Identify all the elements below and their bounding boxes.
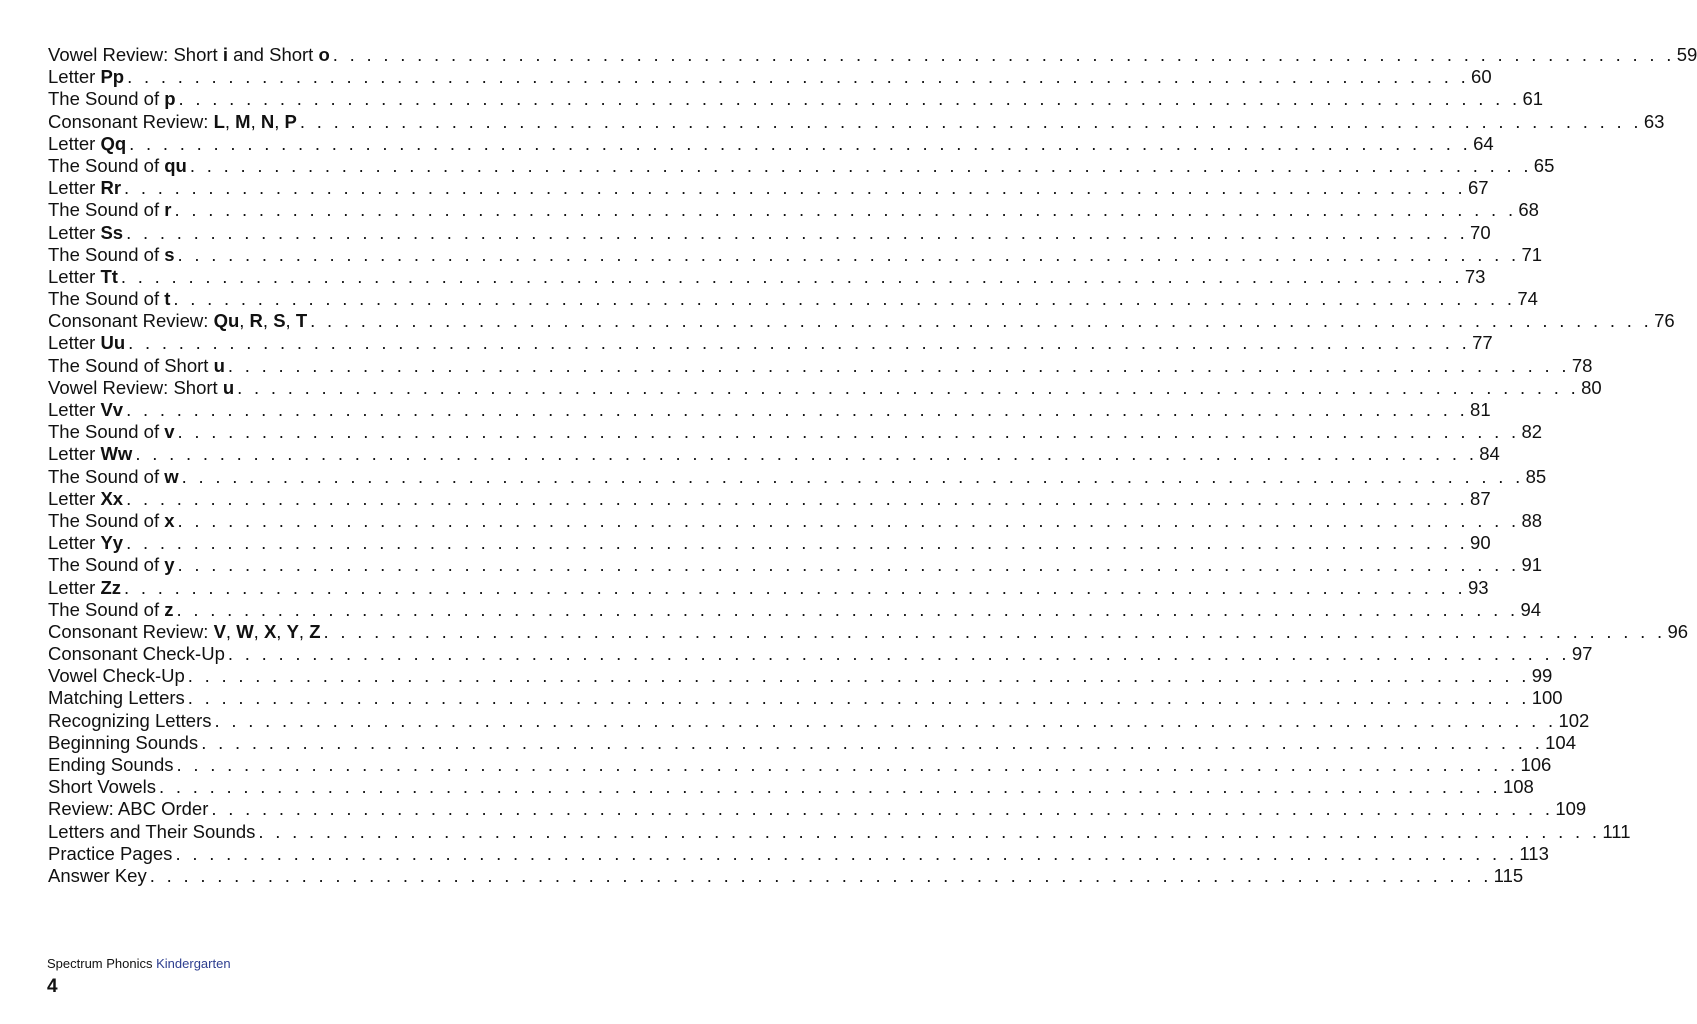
toc-title-text: and Short <box>227 44 319 65</box>
toc-entry <box>48 199 1539 221</box>
toc-dot-leader: . . . . . . . . . . . . . . . . . . . . . . . . . . . . . . . . . . . . . . . . . . . . . . . . . . . . . . . . . . . . . . . . . . . . . . . . . . . . . . . . <box>126 532 1469 554</box>
toc-title-text: , <box>274 110 285 132</box>
toc-title-emphasis: Y <box>286 620 299 642</box>
toc-dot-leader: . . . . . . . . . . . . . . . . . . . . . . . . . . . . . . . . . . . . . . . . . . . . . . . . . . . . . . . . . . . . . . . . . . . . . . . . . . . . . . . . <box>129 132 1472 154</box>
toc-title-text: The Sound of <box>48 288 165 310</box>
toc-entry-title <box>48 821 255 843</box>
toc-entry-page: 76 <box>1654 310 1675 332</box>
toc-entry-title <box>48 222 123 244</box>
toc-entry-title <box>48 44 330 66</box>
toc-dot-leader: . . . . . . . . . . . . . . . . . . . . . . . . . . . . . . . . . . . . . . . . . . . . . . . . . . . . . . . . . . . . . . . . . . . . . . . . . . . . . . . . <box>187 687 1530 709</box>
toc-title-emphasis: i <box>222 44 228 65</box>
toc-title-emphasis: x <box>164 509 175 531</box>
toc-entry-title <box>48 421 175 443</box>
toc-dot-leader: . . . . . . . . . . . . . . . . . . . . . . . . . . . . . . . . . . . . . . . . . . . . . . . . . . . . . . . . . . . . . . . . . . . . . . . . . . . . . . . . <box>176 754 1519 775</box>
toc-title-emphasis: Zz <box>100 576 122 598</box>
toc-title-emphasis: v <box>164 421 175 443</box>
toc-title-emphasis: z <box>164 598 174 620</box>
toc-entry <box>48 620 1689 643</box>
toc-entry-page: 88 <box>1521 509 1543 531</box>
toc-title-text: Vowel Review: Short <box>48 44 223 65</box>
toc-entry <box>48 820 1631 843</box>
toc-dot-leader: . . . . . . . . . . . . . . . . . . . . . . . . . . . . . . . . . . . . . . . . . . . . . . . . . . . . . . . . . . . . . . . . . . . . . . . . . . . . . . . . <box>177 554 1520 576</box>
toc-title-emphasis: P <box>284 110 297 132</box>
toc-title-text: The Sound of <box>48 243 165 265</box>
toc-entry <box>48 177 1489 199</box>
toc-dot-leader: . . . . . . . . . . . . . . . . . . . . . . . . . . . . . . . . . . . . . . . . . . . . . . . . . . . . . . . . . . . . . . . . . . . . . . . . . . . . . . . . <box>128 332 1471 354</box>
toc-title-emphasis: Uu <box>100 332 126 354</box>
toc-title-text: The Sound of <box>48 465 165 487</box>
toc-entry-title <box>48 443 132 465</box>
toc-title-text: Letter <box>48 532 101 554</box>
toc-entry-title <box>48 66 124 88</box>
toc-dot-leader: . . . . . . . . . . . . . . . . . . . . . . . . . . . . . . . . . . . . . . . . . . . . . . . . . . . . . . . . . . . . . . . . . . . . . . . . . . . . . . . . <box>299 110 1642 132</box>
toc-title-text: Answer Key <box>48 864 147 886</box>
toc-dot-leader: . . . . . . . . . . . . . . . . . . . . . . . . . . . . . . . . . . . . . . . . . . . . . . . . . . . . . . . . . . . . . . . . . . . . . . . . . . . . . . . . <box>177 243 1520 265</box>
toc-title-emphasis: u <box>213 354 225 376</box>
toc-entry-title <box>48 665 185 687</box>
toc-entry-page: 96 <box>1667 620 1689 642</box>
toc-entry-title <box>48 488 123 510</box>
toc-dot-leader: . . . . . . . . . . . . . . . . . . . . . . . . . . . . . . . . . . . . . . . . . . . . . . . . . . . . . . . . . . . . . . . . . . . . . . . . . . . . . . . . <box>177 509 1520 531</box>
toc-dot-leader: . . . . . . . . . . . . . . . . . . . . . . . . . . . . . . . . . . . . . . . . . . . . . . . . . . . . . . . . . . . . . . . . . . . . . . . . . . . . . . . . <box>332 44 1675 65</box>
toc-entry <box>48 88 1544 110</box>
toc-title-text: , <box>224 110 236 132</box>
toc-dot-leader: . . . . . . . . . . . . . . . . . . . . . . . . . . . . . . . . . . . . . . . . . . . . . . . . . . . . . . . . . . . . . . . . . . . . . . . . . . . . . . . . <box>175 842 1518 864</box>
toc-entry <box>48 465 1547 488</box>
toc-entry-page: 115 <box>1493 864 1524 886</box>
toc-title-text: Vowel Review: Short <box>48 376 223 398</box>
toc-entry-title <box>48 865 147 887</box>
toc-entry <box>48 310 1675 332</box>
toc-title-emphasis: Vv <box>100 399 124 420</box>
toc-entry <box>48 798 1587 820</box>
toc-entry-page: 67 <box>1467 177 1489 199</box>
toc-entry-page: 102 <box>1558 709 1590 731</box>
toc-entry-page: 93 <box>1467 576 1489 598</box>
toc-title-text: Letter <box>48 221 101 243</box>
toc-dot-leader: . . . . . . . . . . . . . . . . . . . . . . . . . . . . . . . . . . . . . . . . . . . . . . . . . . . . . . . . . . . . . . . . . . . . . . . . . . . . . . . . <box>310 310 1653 332</box>
toc-entry-title <box>48 244 175 266</box>
page-number: 4 <box>47 976 58 997</box>
toc-entry-page: 100 <box>1531 687 1563 709</box>
toc-dot-leader: . . . . . . . . . . . . . . . . . . . . . . . . . . . . . . . . . . . . . . . . . . . . . . . . . . . . . . . . . . . . . . . . . . . . . . . . . . . . . . . . <box>126 487 1469 509</box>
toc-entry <box>48 44 1697 66</box>
toc-title-text: Vowel Check-Up <box>48 665 185 687</box>
toc-title-emphasis: o <box>318 44 330 65</box>
toc-title-text: Consonant Review: <box>48 620 214 642</box>
toc-entry-page: 106 <box>1520 754 1552 775</box>
toc-entry-page: 81 <box>1470 399 1491 420</box>
toc-entry-page: 108 <box>1502 776 1534 798</box>
toc-entry-title <box>48 798 208 820</box>
toc-entry-title <box>48 577 121 599</box>
toc-title-text: Review: ABC Order <box>48 798 209 820</box>
toc-entry-page: 74 <box>1517 288 1538 310</box>
toc-entry <box>48 598 1542 621</box>
toc-title-text: , <box>239 310 250 332</box>
toc-dot-leader: . . . . . . . . . . . . . . . . . . . . . . . . . . . . . . . . . . . . . . . . . . . . . . . . . . . . . . . . . . . . . . . . . . . . . . . . . . . . . . . . <box>149 864 1492 886</box>
toc-title-emphasis: Ww <box>100 443 133 465</box>
toc-dot-leader: . . . . . . . . . . . . . . . . . . . . . . . . . . . . . . . . . . . . . . . . . . . . . . . . . . . . . . . . . . . . . . . . . . . . . . . . . . . . . . . . <box>227 643 1570 665</box>
toc-title-emphasis: Yy <box>100 532 124 554</box>
toc-entry-page: 71 <box>1521 243 1543 265</box>
toc-dot-leader: . . . . . . . . . . . . . . . . . . . . . . . . . . . . . . . . . . . . . . . . . . . . . . . . . . . . . . . . . . . . . . . . . . . . . . . . . . . . . . . . <box>189 154 1532 176</box>
toc-title-text: , <box>262 310 274 332</box>
toc-entry-title <box>48 776 156 798</box>
toc-dot-leader: . . . . . . . . . . . . . . . . . . . . . . . . . . . . . . . . . . . . . . . . . . . . . . . . . . . . . . . . . . . . . . . . . . . . . . . . . . . . . . . . <box>126 221 1469 243</box>
toc-title-text: The Sound of Short <box>48 354 214 376</box>
toc-entry-page: 82 <box>1521 421 1543 443</box>
toc-title-text: Letter <box>48 66 101 88</box>
toc-entry-title <box>48 377 234 399</box>
toc-title-text: The Sound of <box>48 199 165 221</box>
toc-entry <box>48 509 1543 532</box>
toc-entry-title <box>48 111 297 133</box>
toc-entry <box>48 421 1543 443</box>
toc-entry-title <box>48 754 174 776</box>
toc-entry-page: 65 <box>1533 154 1555 176</box>
toc-title-text: The Sound of <box>48 554 165 576</box>
toc-entry-title <box>48 332 125 354</box>
toc-entry-title <box>48 599 173 621</box>
toc-entry-page: 77 <box>1472 332 1493 354</box>
toc-entry-page: 87 <box>1470 487 1491 509</box>
footer-grade: Kindergarten <box>156 956 231 971</box>
toc-entry <box>48 687 1563 709</box>
toc-title-emphasis: W <box>236 620 254 642</box>
toc-title-text: Short Vowels <box>48 776 156 798</box>
toc-title-text: , <box>225 620 237 642</box>
toc-title-emphasis: Rr <box>100 177 122 199</box>
footer-series: Spectrum Phonics <box>47 956 153 971</box>
toc-dot-leader: . . . . . . . . . . . . . . . . . . . . . . . . . . . . . . . . . . . . . . . . . . . . . . . . . . . . . . . . . . . . . . . . . . . . . . . . . . . . . . . . <box>158 776 1501 798</box>
toc-title-emphasis: N <box>260 110 275 132</box>
toc-title-text: , <box>298 620 310 642</box>
toc-entry-page: 109 <box>1555 798 1587 820</box>
toc-entry-title <box>48 266 118 288</box>
toc-entry-page: 68 <box>1518 199 1539 221</box>
toc-entry-title <box>48 199 171 221</box>
toc-entry-title <box>48 621 321 643</box>
toc-title-emphasis: V <box>213 620 226 642</box>
toc-title-emphasis: qu <box>164 154 187 176</box>
toc-title-text: , <box>276 620 287 642</box>
toc-entry <box>48 66 1492 88</box>
toc-title-text: , <box>253 620 264 642</box>
toc-title-emphasis: T <box>295 310 308 332</box>
toc-entry <box>48 532 1491 554</box>
toc-entry <box>48 842 1549 865</box>
toc-entry-page: 63 <box>1643 110 1665 132</box>
toc-title-text: Letter <box>48 332 101 354</box>
toc-entry <box>48 665 1553 687</box>
toc-entry <box>48 110 1665 133</box>
toc-dot-leader: . . . . . . . . . . . . . . . . . . . . . . . . . . . . . . . . . . . . . . . . . . . . . . . . . . . . . . . . . . . . . . . . . . . . . . . . . . . . . . . . <box>135 443 1478 465</box>
toc-entry <box>48 709 1590 732</box>
toc-title-emphasis: t <box>164 288 171 310</box>
toc-title-text: Letters and Their Sounds <box>48 820 256 842</box>
toc-title-emphasis: Tt <box>100 265 118 287</box>
toc-entry-title <box>48 288 170 310</box>
toc-dot-leader: . . . . . . . . . . . . . . . . . . . . . . . . . . . . . . . . . . . . . . . . . . . . . . . . . . . . . . . . . . . . . . . . . . . . . . . . . . . . . . . . <box>177 421 1520 443</box>
toc-entry-title <box>48 355 225 377</box>
toc-title-text: The Sound of <box>48 154 165 176</box>
toc-title-emphasis: S <box>273 310 286 332</box>
toc-dot-leader: . . . . . . . . . . . . . . . . . . . . . . . . . . . . . . . . . . . . . . . . . . . . . . . . . . . . . . . . . . . . . . . . . . . . . . . . . . . . . . . . <box>176 598 1519 620</box>
toc-entry-page: 64 <box>1473 132 1494 154</box>
toc-entry <box>48 265 1486 288</box>
toc-title-text: Consonant Review: <box>48 110 214 132</box>
toc-entry-page: 91 <box>1521 554 1543 576</box>
toc-entry-title <box>48 710 212 732</box>
toc-title-emphasis: Xx <box>100 487 124 509</box>
toc-title-text: Consonant Check-Up <box>48 643 225 665</box>
toc-title-text: Beginning Sounds <box>48 731 199 753</box>
toc-title-emphasis: Ss <box>100 221 124 243</box>
toc-title-text: , <box>285 310 296 332</box>
toc-dot-leader: . . . . . . . . . . . . . . . . . . . . . . . . . . . . . . . . . . . . . . . . . . . . . . . . . . . . . . . . . . . . . . . . . . . . . . . . . . . . . . . . <box>124 576 1466 598</box>
toc-entry <box>48 221 1491 244</box>
toc-entry-title <box>48 88 176 110</box>
toc-title-text: The Sound of <box>48 421 165 443</box>
toc-entry-page: 73 <box>1464 265 1486 287</box>
toc-title-emphasis: p <box>164 88 176 110</box>
toc-dot-leader: . . . . . . . . . . . . . . . . . . . . . . . . . . . . . . . . . . . . . . . . . . . . . . . . . . . . . . . . . . . . . . . . . . . . . . . . . . . . . . . . <box>211 798 1554 820</box>
toc-entry-page: 84 <box>1479 443 1500 465</box>
toc-entry-title <box>48 399 123 421</box>
toc-title-emphasis: Pp <box>100 66 125 88</box>
toc-entry-title <box>48 843 172 865</box>
toc-dot-leader: . . . . . . . . . . . . . . . . . . . . . . . . . . . . . . . . . . . . . . . . . . . . . . . . . . . . . . . . . . . . . . . . . . . . . . . . . . . . . . . . <box>227 354 1570 376</box>
toc-title-emphasis: M <box>235 110 251 132</box>
toc-title-emphasis: u <box>222 376 235 398</box>
toc-entry-page: 78 <box>1571 354 1593 376</box>
toc-title-emphasis: y <box>164 554 175 576</box>
toc-entry-title <box>48 155 187 177</box>
toc-title-text: Practice Pages <box>48 842 173 864</box>
toc-dot-leader: . . . . . . . . . . . . . . . . . . . . . . . . . . . . . . . . . . . . . . . . . . . . . . . . . . . . . . . . . . . . . . . . . . . . . . . . . . . . . . . . <box>127 66 1470 88</box>
toc-title-text: Letter <box>48 265 101 287</box>
toc-entry-title <box>48 732 198 754</box>
toc-entry <box>48 576 1489 599</box>
toc-entry <box>48 399 1491 421</box>
toc-dot-leader: . . . . . . . . . . . . . . . . . . . . . . . . . . . . . . . . . . . . . . . . . . . . . . . . . . . . . . . . . . . . . . . . . . . . . . . . . . . . . . . . <box>120 265 1463 287</box>
toc-entry-page: 60 <box>1471 66 1492 88</box>
toc-entry-title <box>48 510 175 532</box>
table-of-contents <box>48 44 1697 887</box>
toc-dot-leader: . . . . . . . . . . . . . . . . . . . . . . . . . . . . . . . . . . . . . . . . . . . . . . . . . . . . . . . . . . . . . . . . . . . . . . . . . . . . . . . . <box>187 665 1530 687</box>
toc-title-text: Recognizing Letters <box>48 709 212 731</box>
toc-dot-leader: . . . . . . . . . . . . . . . . . . . . . . . . . . . . . . . . . . . . . . . . . . . . . . . . . . . . . . . . . . . . . . . . . . . . . . . . . . . . . . . . <box>173 288 1516 310</box>
toc-dot-leader: . . . . . . . . . . . . . . . . . . . . . . . . . . . . . . . . . . . . . . . . . . . . . . . . . . . . . . . . . . . . . . . . . . . . . . . . . . . . . . . . <box>126 399 1469 420</box>
toc-title-text: The Sound of <box>48 509 165 531</box>
toc-title-emphasis: w <box>164 465 179 487</box>
toc-entry-page: 61 <box>1522 88 1544 110</box>
toc-entry <box>48 376 1602 399</box>
toc-entry-page: 104 <box>1545 731 1577 753</box>
toc-title-emphasis: X <box>263 620 277 642</box>
toc-entry <box>48 754 1552 776</box>
toc-entry-title <box>48 554 175 576</box>
toc-entry-page: 59 <box>1676 44 1697 65</box>
toc-title-emphasis: r <box>164 199 172 221</box>
toc-dot-leader: . . . . . . . . . . . . . . . . . . . . . . . . . . . . . . . . . . . . . . . . . . . . . . . . . . . . . . . . . . . . . . . . . . . . . . . . . . . . . . . . <box>258 820 1601 842</box>
toc-entry-page: 90 <box>1470 532 1491 554</box>
toc-title-text: Letter <box>48 487 101 509</box>
toc-entry-page: 113 <box>1519 842 1549 864</box>
toc-title-emphasis: R <box>249 310 263 332</box>
toc-entry-title <box>48 532 123 554</box>
toc-title-emphasis: Qq <box>100 132 127 154</box>
toc-title-text: Letter <box>48 443 101 465</box>
toc-title-text: Letter <box>48 177 101 199</box>
toc-entry-title <box>48 643 225 665</box>
toc-entry-page: 94 <box>1520 598 1542 620</box>
toc-entry-title <box>48 687 185 709</box>
toc-dot-leader: . . . . . . . . . . . . . . . . . . . . . . . . . . . . . . . . . . . . . . . . . . . . . . . . . . . . . . . . . . . . . . . . . . . . . . . . . . . . . . . . <box>178 88 1521 110</box>
toc-dot-leader: . . . . . . . . . . . . . . . . . . . . . . . . . . . . . . . . . . . . . . . . . . . . . . . . . . . . . . . . . . . . . . . . . . . . . . . . . . . . . . . . <box>214 709 1557 731</box>
toc-entry-title <box>48 310 307 332</box>
toc-entry <box>48 288 1538 310</box>
toc-entry <box>48 554 1543 576</box>
toc-entry-page: 97 <box>1571 643 1593 665</box>
toc-entry <box>48 132 1494 155</box>
toc-entry-page: 80 <box>1581 376 1602 398</box>
toc-dot-leader: . . . . . . . . . . . . . . . . . . . . . . . . . . . . . . . . . . . . . . . . . . . . . . . . . . . . . . . . . . . . . . . . . . . . . . . . . . . . . . . . <box>201 731 1544 753</box>
toc-entry-page: 85 <box>1525 465 1547 487</box>
toc-title-emphasis: L <box>213 110 225 132</box>
toc-entry <box>48 864 1524 887</box>
toc-entry-page: 99 <box>1531 665 1553 687</box>
toc-entry-title <box>48 466 179 488</box>
toc-entry <box>48 487 1491 510</box>
toc-title-text: The Sound of <box>48 88 165 110</box>
toc-entry <box>48 154 1555 177</box>
toc-title-text: Letter <box>48 576 101 598</box>
toc-entry-page: 70 <box>1470 221 1491 243</box>
toc-title-text: Ending Sounds <box>48 754 174 775</box>
toc-dot-leader: . . . . . . . . . . . . . . . . . . . . . . . . . . . . . . . . . . . . . . . . . . . . . . . . . . . . . . . . . . . . . . . . . . . . . . . . . . . . . . . . <box>323 620 1666 642</box>
toc-entry <box>48 354 1593 377</box>
toc-title-text: , <box>250 110 261 132</box>
toc-title-text: Letter <box>48 132 101 154</box>
toc-title-emphasis: Qu <box>213 310 240 332</box>
toc-entry <box>48 643 1593 665</box>
toc-entry <box>48 443 1500 465</box>
toc-entry <box>48 332 1493 354</box>
toc-entry-page: 111 <box>1602 820 1631 842</box>
toc-entry <box>48 243 1543 266</box>
toc-dot-leader: . . . . . . . . . . . . . . . . . . . . . . . . . . . . . . . . . . . . . . . . . . . . . . . . . . . . . . . . . . . . . . . . . . . . . . . . . . . . . . . . <box>181 465 1524 487</box>
toc-title-text: Matching Letters <box>48 687 185 709</box>
toc-entry-title <box>48 177 121 199</box>
toc-dot-leader: . . . . . . . . . . . . . . . . . . . . . . . . . . . . . . . . . . . . . . . . . . . . . . . . . . . . . . . . . . . . . . . . . . . . . . . . . . . . . . . . <box>124 177 1466 199</box>
toc-title-text: Letter <box>48 399 101 420</box>
footer-book-title <box>47 956 231 971</box>
toc-entry <box>48 731 1577 754</box>
toc-entry <box>48 776 1534 798</box>
toc-title-emphasis: Z <box>309 620 321 642</box>
toc-entry-title <box>48 133 126 155</box>
toc-title-text: The Sound of <box>48 598 165 620</box>
toc-title-emphasis: s <box>164 243 175 265</box>
toc-dot-leader: . . . . . . . . . . . . . . . . . . . . . . . . . . . . . . . . . . . . . . . . . . . . . . . . . . . . . . . . . . . . . . . . . . . . . . . . . . . . . . . . <box>237 376 1580 398</box>
toc-title-text: Consonant Review: <box>48 310 214 332</box>
toc-dot-leader: . . . . . . . . . . . . . . . . . . . . . . . . . . . . . . . . . . . . . . . . . . . . . . . . . . . . . . . . . . . . . . . . . . . . . . . . . . . . . . . . <box>174 199 1517 221</box>
